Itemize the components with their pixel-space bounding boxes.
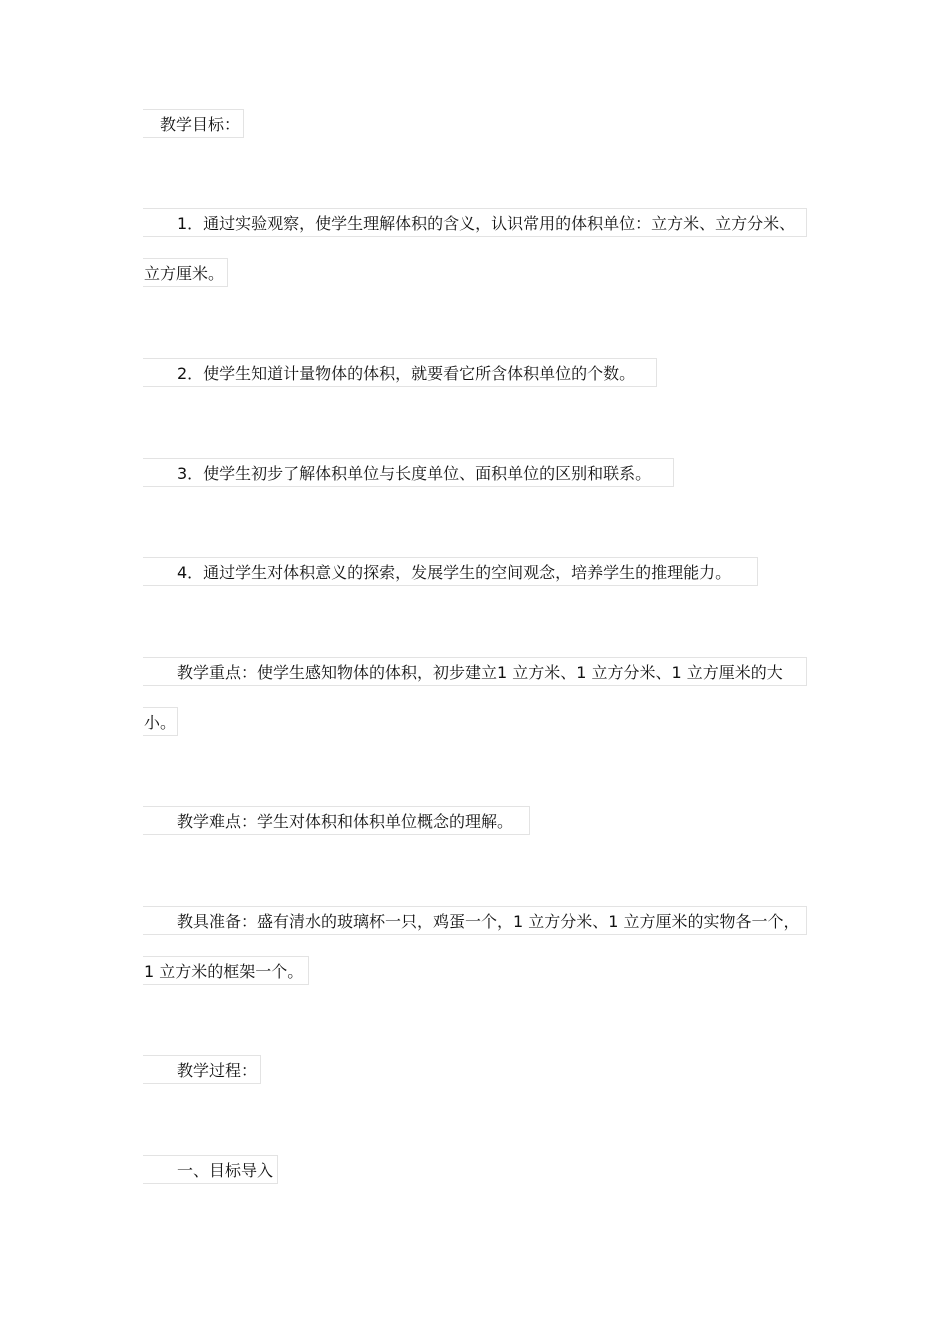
objective-item-1: 1．通过实验观察，使学生理解体积的含义，认识常用的体积单位：立方米、立方分米、 (143, 208, 807, 237)
key-points-continued: 小。 (143, 707, 178, 736)
teaching-aids-continued: 1 立方米的框架一个。 (143, 956, 309, 985)
difficult-points: 教学难点：学生对体积和体积单位概念的理解。 (143, 806, 530, 835)
section-heading-process: 教学过程： (143, 1055, 261, 1084)
teaching-aids: 教具准备：盛有清水的玻璃杯一只，鸡蛋一个，1 立方分米、1 立方厘米的实物各一个， (143, 906, 807, 935)
objective-item-1-continued: 立方厘米。 (143, 258, 228, 287)
objective-item-4: 4．通过学生对体积意义的探索，发展学生的空间观念，培养学生的推理能力。 (143, 557, 758, 586)
section-heading-intro: 一、目标导入 (143, 1155, 278, 1184)
section-heading-objectives: 教学目标： (143, 109, 244, 138)
objective-item-2: 2．使学生知道计量物体的体积，就要看它所含体积单位的个数。 (143, 358, 657, 387)
key-points: 教学重点：使学生感知物体的体积，初步建立1 立方米、1 立方分米、1 立方厘米的大 (143, 657, 807, 686)
objective-item-3: 3．使学生初步了解体积单位与长度单位、面积单位的区别和联系。 (143, 458, 674, 487)
